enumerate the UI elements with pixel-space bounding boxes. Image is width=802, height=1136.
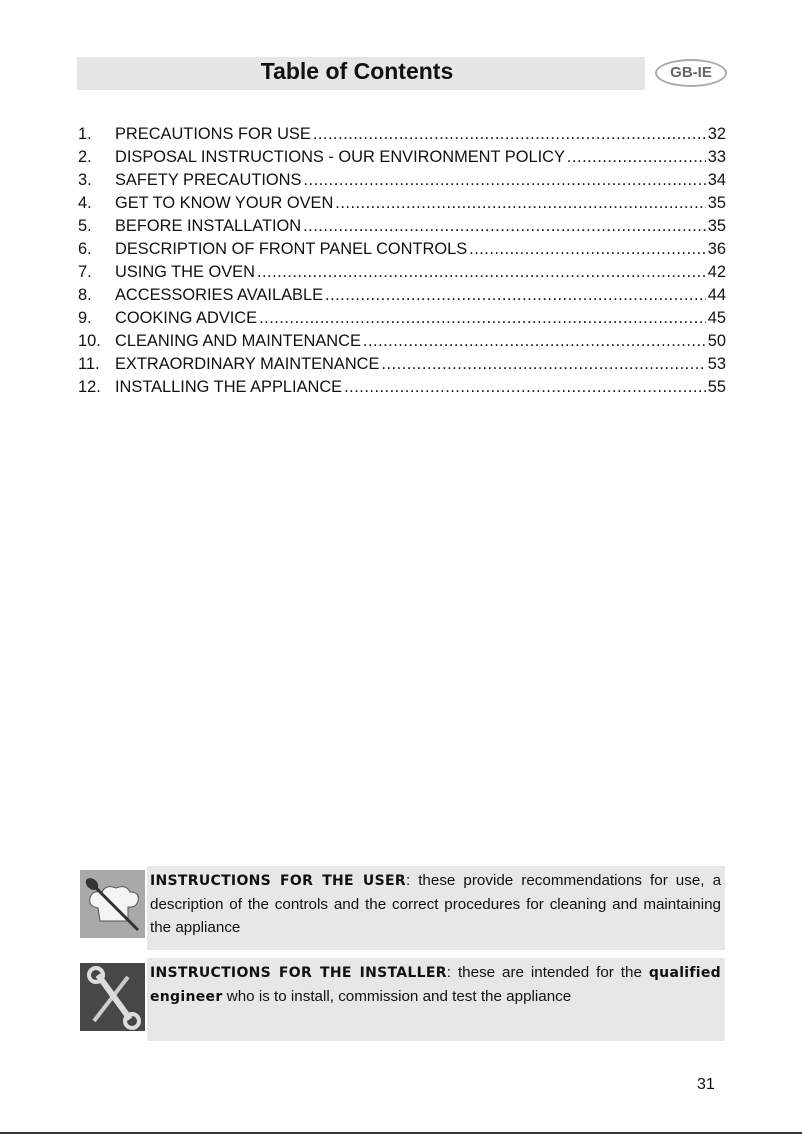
toc-number: 4. <box>78 194 92 212</box>
toc-label: USING THE OVEN <box>115 263 255 281</box>
toc-entry[interactable] <box>78 169 726 192</box>
table-of-contents <box>78 123 726 399</box>
toc-number: 3. <box>78 171 92 189</box>
toc-leader-dots <box>325 284 706 307</box>
toc-leader-dots <box>363 330 706 353</box>
toc-leader-dots <box>335 192 705 215</box>
toc-entry[interactable] <box>78 215 726 238</box>
chef-spoon-icon <box>80 870 145 938</box>
installer-note-bold: qualified engineer <box>150 965 721 1005</box>
region-badge: GB-IE <box>655 59 727 87</box>
toc-label: PRECAUTIONS FOR USE <box>115 125 311 143</box>
bottom-rule <box>0 1132 802 1134</box>
toc-entry[interactable] <box>78 353 726 376</box>
toc-page: 53 <box>707 355 726 373</box>
toc-number: 2. <box>78 148 92 166</box>
toc-label: INSTALLING THE APPLIANCE <box>115 378 343 396</box>
installer-note-text-end: who is to install, commission and test the appliance <box>222 988 572 1005</box>
toc-number: 10. <box>78 332 101 350</box>
user-note-text: : these provide recommendations for use, a description of the controls and the correct procedures for cleaning and maintaining the appliance <box>150 872 722 936</box>
toc-label: COOKING ADVICE <box>115 309 258 327</box>
toc-leader-dots <box>567 146 706 169</box>
toc-page: 45 <box>707 309 726 327</box>
toc-entry[interactable] <box>78 261 726 284</box>
toc-label: GET TO KNOW YOUR OVEN <box>115 194 334 212</box>
toc-number: 9. <box>78 309 92 327</box>
toc-page: 32 <box>707 125 726 143</box>
toc-number: 7. <box>78 263 92 281</box>
toc-page: 34 <box>707 171 726 189</box>
toc-number: 12. <box>78 378 101 396</box>
toc-page: 42 <box>707 263 726 281</box>
installer-instructions-note <box>147 958 725 1041</box>
toc-entry[interactable] <box>78 192 726 215</box>
toc-label: CLEANING AND MAINTENANCE <box>115 332 361 350</box>
toc-page: 55 <box>707 378 726 396</box>
toc-leader-dots <box>303 215 706 238</box>
page-title <box>77 57 645 85</box>
user-instructions-note <box>147 866 725 950</box>
toc-page: 35 <box>707 217 726 235</box>
toc-leader-dots <box>257 261 706 284</box>
toc-number: 1. <box>78 125 92 143</box>
installer-note-heading: INSTRUCTIONS FOR THE INSTALLER <box>150 965 447 981</box>
toc-label: DISPOSAL INSTRUCTIONS - OUR ENVIRONMENT POLICY <box>115 148 565 166</box>
toc-label: EXTRAORDINARY MAINTENANCE <box>115 355 380 373</box>
wrench-screwdriver-icon <box>80 963 145 1031</box>
toc-entry[interactable] <box>78 330 726 353</box>
toc-label: ACCESSORIES AVAILABLE <box>115 286 324 304</box>
toc-entry[interactable] <box>78 284 726 307</box>
toc-leader-dots <box>344 376 706 399</box>
toc-label: DESCRIPTION OF FRONT PANEL CONTROLS <box>115 240 468 258</box>
toc-entry[interactable] <box>78 238 726 261</box>
toc-entry[interactable] <box>78 146 726 169</box>
page-number: 31 <box>697 1076 715 1093</box>
toc-leader-dots <box>469 238 706 261</box>
toc-leader-dots <box>259 307 706 330</box>
toc-label: SAFETY PRECAUTIONS <box>115 171 302 189</box>
toc-number: 6. <box>78 240 92 258</box>
toc-number: 8. <box>78 286 92 304</box>
toc-leader-dots <box>313 123 706 146</box>
toc-entry[interactable] <box>78 123 726 146</box>
toc-page: 50 <box>707 332 726 350</box>
toc-page: 33 <box>707 148 726 166</box>
toc-entry[interactable] <box>78 376 726 399</box>
toc-leader-dots <box>303 169 705 192</box>
toc-number: 11. <box>78 355 100 373</box>
installer-note-text: : these are intended for the <box>446 964 649 981</box>
toc-page: 36 <box>707 240 726 258</box>
toc-number: 5. <box>78 217 92 235</box>
toc-entry[interactable] <box>78 307 726 330</box>
toc-leader-dots <box>381 353 705 376</box>
title-bar <box>77 57 645 90</box>
user-note-heading: INSTRUCTIONS FOR THE USER <box>150 873 406 889</box>
toc-label: BEFORE INSTALLATION <box>115 217 302 235</box>
page-title-text: Table of Contents <box>260 58 454 84</box>
toc-page: 35 <box>707 194 726 212</box>
toc-page: 44 <box>707 286 726 304</box>
